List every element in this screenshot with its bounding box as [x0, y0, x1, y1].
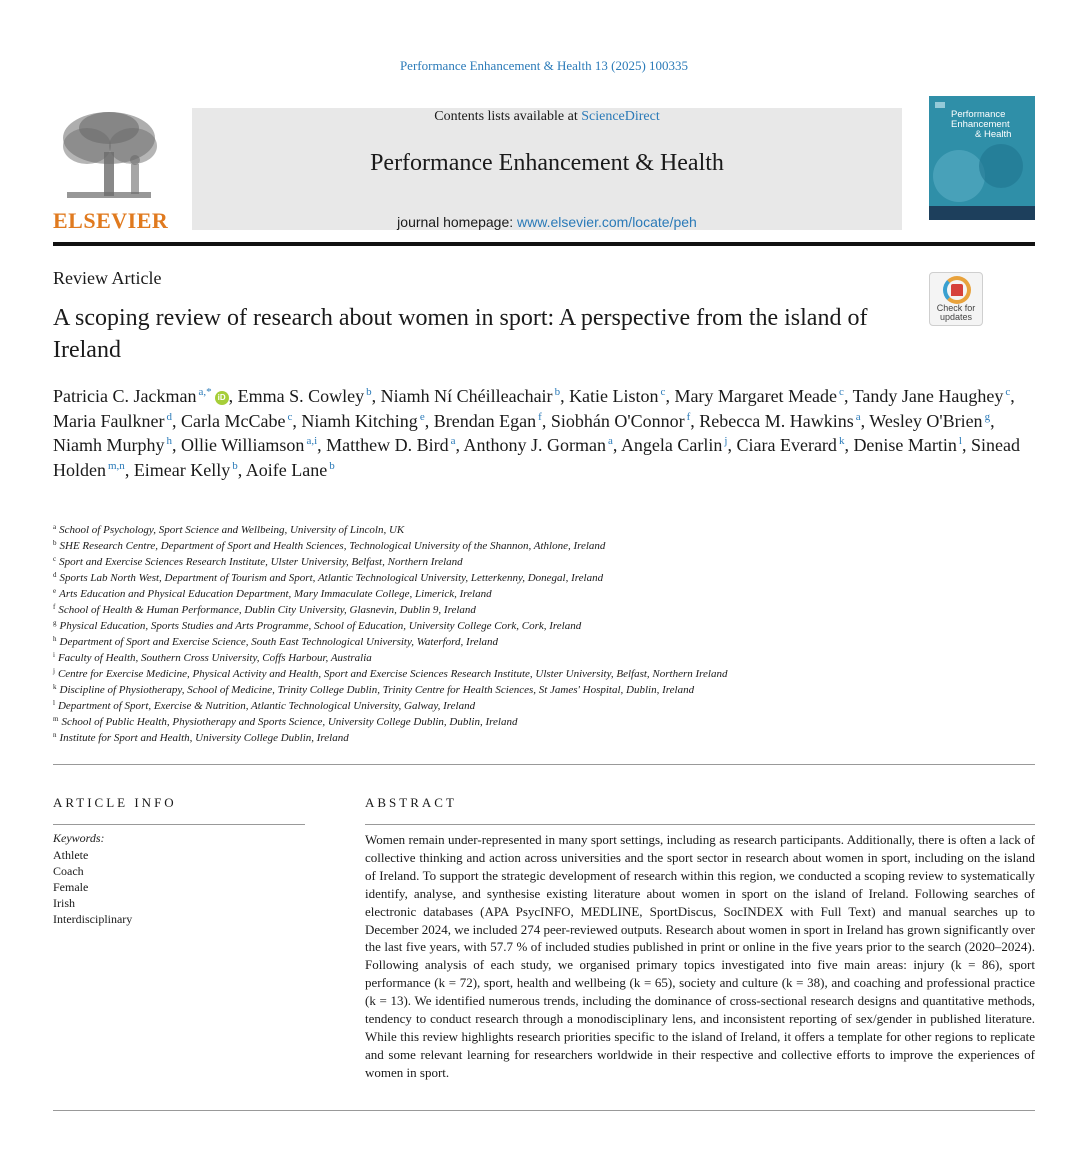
author-name[interactable]: Carla McCabe [180, 410, 286, 431]
author-name[interactable]: Ciara Everard [736, 435, 837, 455]
footer-rule [53, 1110, 1035, 1111]
author[interactable] [53, 386, 229, 406]
keywords-label: Keywords: [53, 831, 105, 845]
author[interactable] [381, 386, 560, 406]
author-affiliation-marker[interactable]: b [232, 459, 238, 472]
affiliation [53, 682, 1033, 698]
affiliation [53, 730, 1033, 746]
affiliation [53, 554, 1033, 570]
keyword: Female [53, 880, 89, 894]
author[interactable] [134, 460, 238, 480]
affiliation-text: Institute for Sport and Health, University College Dublin, Ireland [59, 732, 349, 744]
affiliation [53, 522, 1033, 538]
contents-line [192, 109, 902, 125]
author[interactable] [53, 435, 172, 455]
affiliation [53, 618, 1033, 634]
section-divider [53, 764, 1035, 765]
author-name[interactable]: Katie Liston [569, 386, 659, 406]
author-affiliation-marker[interactable]: a [608, 435, 613, 447]
author-affiliation-marker[interactable]: b [366, 386, 372, 398]
sciencedirect-link[interactable]: ScienceDirect [581, 109, 660, 124]
author-affiliation-marker[interactable]: l [958, 435, 962, 447]
author-name[interactable]: Tandy Jane Haughey [852, 386, 1004, 406]
check-updates-line: Check for [936, 303, 976, 313]
article-info-rule [53, 824, 305, 825]
affiliation-key: n [53, 731, 57, 739]
author-affiliation-marker[interactable]: a,i [306, 435, 318, 447]
author[interactable] [869, 411, 990, 431]
check-updates-label [930, 304, 982, 322]
author-name[interactable]: Siobhán O'Connor [550, 410, 685, 431]
check-for-updates-button[interactable] [929, 272, 983, 326]
author-affiliation-marker[interactable]: d [166, 410, 172, 423]
author[interactable] [699, 411, 860, 431]
affiliation [53, 602, 1033, 618]
author-name[interactable]: Anthony J. Gorman [463, 435, 607, 455]
affiliation [53, 586, 1033, 602]
journal-citation[interactable]: Performance Enhancement & Health 13 (2025) 100335 [399, 58, 689, 73]
affiliation-text: Centre for Exercise Medicine, Physical Activity and Health, Sport and Exercise Sciences Research Institute, Ulster University, Belfast, Northern Ireland [57, 668, 728, 680]
author[interactable] [301, 411, 424, 431]
affiliation-text: Sports Lab North West, Department of Tourism and Sport, Atlantic Technological University, Letterkenny, Donegal, Ireland [59, 572, 604, 584]
author-name[interactable]: Niamh Murphy [53, 435, 165, 455]
affiliation-key: f [53, 603, 56, 611]
author-affiliation-marker[interactable]: c [1005, 386, 1011, 398]
author[interactable] [181, 435, 317, 455]
affiliation-key: m [53, 715, 59, 723]
author-list: Patricia C. Jackman $^{a,*}$ iD , Emma S. Cowley $^b$, Niamh Ní Chéilleachair $^b$, Katie Liston $^c$, Mary Margaret Meade $^c$, Tandy Jane Haughey $^c$, Maria Faulkner $^d$, Carla McCabe $^c$, Niamh Kitching $^e$, Brendan Egan $^f$, Siobhán O'Connor $^f$, Rebecca M. Hawkins $^a$, Wesley O'Brien $^g$, Niamh Murphy $^h$, Ollie Williamson $^{a,i}$, Matthew D. Bird $^a$, Anthony J. Gorman $^a$, Angela Carlin $^j$, Ciara Everard $^k$, Denise Martin $^l$, Sinead Holden $^{m,n}$, Eimear Kelly $^b$, Aoife Lane $^b$ [53, 386, 1020, 480]
journal-header [192, 108, 902, 230]
affiliation-key: b [53, 539, 57, 547]
keyword-list [53, 847, 132, 927]
cover-title [951, 110, 1033, 140]
keyword: Interdisciplinary [53, 912, 133, 926]
author[interactable] [434, 411, 542, 431]
contents-prefix: Contents lists available at [434, 109, 582, 124]
affiliation-text: Physical Education, Sports Studies and Arts Programme, School of Education, University College Cork, Cork, Ireland [59, 620, 582, 632]
author-name[interactable]: Emma S. Cowley [237, 386, 365, 406]
check-updates-line: updates [939, 312, 973, 322]
homepage-prefix: journal homepage: [397, 214, 518, 230]
affiliation-text: Sport and Exercise Sciences Research Institute, Ulster University, Belfast, Northern Ireland [59, 556, 463, 568]
abstract-text: Women remain under-represented in many sport settings, including as research participants. Additionally, there is often a lack of collective thinking and action across universities and the sport sector in research about women in sport, including on the island of Ireland. To support the strategic development of research within this region, we conducted a scoping review to systematically identify, analyse, and synthesise existing literature about women in sport on the island of Ireland. Following searches of electronic databases (APA PsycINFO, MEDLINE, SportDiscus, SocINDEX with Full Text) and manual searches up to December 2024, we included 274 peer-reviewed outputs. Research about women in sport in Ireland has grown significantly over the last five years, with 57.7 % of included studies published in print or online in the five years prior to the search (2020–2024). Following analysis of each study, we organised primary topics investigated into five main areas: injury (k = 86), sport performance (k = 72), sport, health and wellbeing (k = 65), society and culture (k = 38), and coaching and professional practice (k = 13). We identified numerous trends, including the dominance of cross-sectional research designs and quantitative methods, tendency to conduct research through a monodisciplinary lens, and inconsistent reporting of sex/gender in published literature. While this review highlights research priorities specific to the island of Ireland, it offers a template for other regions to replicate and some relevant learning for researchers worldwide in their respective and collective efforts to improve the experiences of women in sport. [365, 832, 1035, 1080]
author-name[interactable]: Angela Carlin [620, 435, 723, 455]
homepage-link[interactable]: www.elsevier.com/locate/peh [517, 214, 697, 230]
affiliation-key: k [53, 683, 57, 691]
author-name[interactable]: Eimear Kelly [133, 459, 231, 480]
author[interactable] [853, 386, 1011, 406]
article-title: A scoping review of research about women in sport: A perspective from the island of Ireland [53, 305, 868, 363]
author-affiliation-marker[interactable]: a [855, 410, 861, 423]
publisher-logo-text[interactable]: ELSEVIER [53, 208, 169, 233]
author-name[interactable]: Brendan Egan [433, 410, 537, 431]
author[interactable] [238, 386, 372, 406]
affiliation [53, 666, 1033, 682]
author[interactable] [674, 386, 844, 406]
author[interactable] [621, 435, 728, 455]
author-affiliation-marker[interactable]: c [660, 386, 666, 398]
affiliation [53, 538, 1033, 554]
header-rule [53, 242, 1035, 246]
bookmark-icon [951, 284, 963, 296]
author[interactable] [326, 435, 455, 455]
affiliation-text: School of Public Health, Physiotherapy and Sports Science, University College Dublin, Dublin, Ireland [61, 716, 518, 728]
affiliation-key: a [53, 523, 57, 531]
author-name[interactable]: Patricia C. Jackman [53, 386, 197, 406]
affiliation-text: Arts Education and Physical Education Department, Mary Immaculate College, Limerick, Ireland [59, 588, 492, 600]
author-name[interactable]: Denise Martin [853, 435, 957, 455]
author-name[interactable]: Matthew D. Bird [326, 435, 449, 455]
cover-title-line: & Health [975, 129, 1012, 140]
author-affiliation-marker[interactable]: c [839, 386, 844, 398]
affiliation-text: Faculty of Health, Southern Cross University, Coffs Harbour, Australia [57, 652, 372, 664]
author-affiliation-marker[interactable]: h [166, 435, 172, 447]
affiliation-text: Department of Sport, Exercise & Nutrition, Atlantic Technological University, Galway, Ireland [57, 700, 476, 712]
author-name[interactable]: Ollie Williamson [181, 435, 305, 455]
affiliation-key: c [53, 555, 57, 563]
affiliation-key: h [53, 635, 57, 643]
author[interactable] [464, 435, 613, 455]
author-name[interactable]: Wesley O'Brien [869, 410, 983, 431]
cover-title-line: Enhancement [951, 119, 1010, 130]
journal-name: Performance Enhancement & Health [370, 150, 724, 176]
article-type: Review Article [53, 268, 162, 288]
author[interactable] [181, 411, 292, 431]
author[interactable] [53, 411, 172, 431]
author[interactable] [551, 411, 690, 431]
author-affiliation-marker[interactable]: f [686, 410, 691, 423]
author[interactable] [736, 435, 844, 455]
author-name[interactable]: Aoife Lane [245, 459, 328, 480]
affiliation-key: i [53, 651, 55, 659]
author-name[interactable]: Rebecca M. Hawkins [699, 410, 854, 431]
cover-band [929, 206, 1035, 220]
author-affiliation-marker[interactable]: c [287, 410, 293, 423]
orcid-icon[interactable]: iD [215, 391, 229, 405]
author-name[interactable]: Mary Margaret Meade [674, 386, 838, 406]
affiliation [53, 714, 1033, 730]
affiliation-key: g [53, 619, 57, 627]
abstract-heading: ABSTRACT [365, 795, 457, 810]
affiliation-key: j [53, 667, 55, 675]
affiliation-text: SHE Research Centre, Department of Sport and Health Sciences, Technological University of the Shannon, Athlone, Ireland [59, 540, 606, 552]
author-affiliation-marker[interactable]: e [419, 410, 425, 423]
author-affiliation-marker[interactable]: f [538, 410, 542, 423]
homepage-line [192, 214, 902, 230]
affiliation-list [53, 522, 1033, 746]
author[interactable] [569, 386, 665, 406]
keyword: Coach [53, 864, 84, 878]
author-affiliation-marker[interactable]: j [724, 435, 728, 447]
keyword: Irish [53, 896, 75, 910]
keyword: Athlete [53, 848, 89, 862]
affiliation [53, 698, 1033, 714]
author-affiliation-marker[interactable]: b [329, 459, 335, 472]
author-affiliation-marker[interactable]: k [838, 435, 845, 447]
author-name[interactable]: Niamh Ní Chéilleachair [380, 386, 553, 406]
affiliation-key: l [53, 699, 55, 707]
author-affiliation-marker[interactable]: g [984, 410, 991, 423]
cover-title-line: Performance [951, 109, 1006, 120]
affiliation [53, 650, 1033, 666]
author-name[interactable]: Niamh Kitching [301, 410, 418, 431]
article-info-heading: ARTICLE INFO [53, 795, 177, 810]
affiliation [53, 634, 1033, 650]
affiliation-key: d [53, 571, 57, 579]
author-affiliation-marker[interactable]: a,* [198, 386, 212, 398]
author[interactable] [246, 460, 335, 480]
author-affiliation-marker[interactable]: b [554, 386, 561, 398]
author-name[interactable]: Maria Faulkner [53, 410, 165, 431]
journal-cover-image[interactable] [929, 96, 1035, 220]
affiliation-text: School of Psychology, Sport Science and Wellbeing, University of Lincoln, UK [59, 524, 405, 536]
author-affiliation-marker[interactable]: m,n [108, 459, 125, 472]
author[interactable] [853, 435, 962, 455]
author-name[interactable]: Sinead Holden [53, 435, 1020, 480]
affiliation-text: Department of Sport and Exercise Science, South East Technological University, Waterford, Ireland [59, 636, 499, 648]
affiliation-text: School of Health & Human Performance, Dublin City University, Glasnevin, Dublin 9, Ireland [58, 604, 476, 616]
author-affiliation-marker[interactable]: a [450, 435, 456, 447]
affiliation-text: Discipline of Physiotherapy, School of Medicine, Trinity College Dublin, Trinity Centre for Health Sciences, St James' Hospital, Dublin, Ireland [59, 684, 695, 696]
abstract-rule [365, 824, 1035, 825]
affiliation-key: e [53, 587, 57, 595]
affiliation [53, 570, 1033, 586]
